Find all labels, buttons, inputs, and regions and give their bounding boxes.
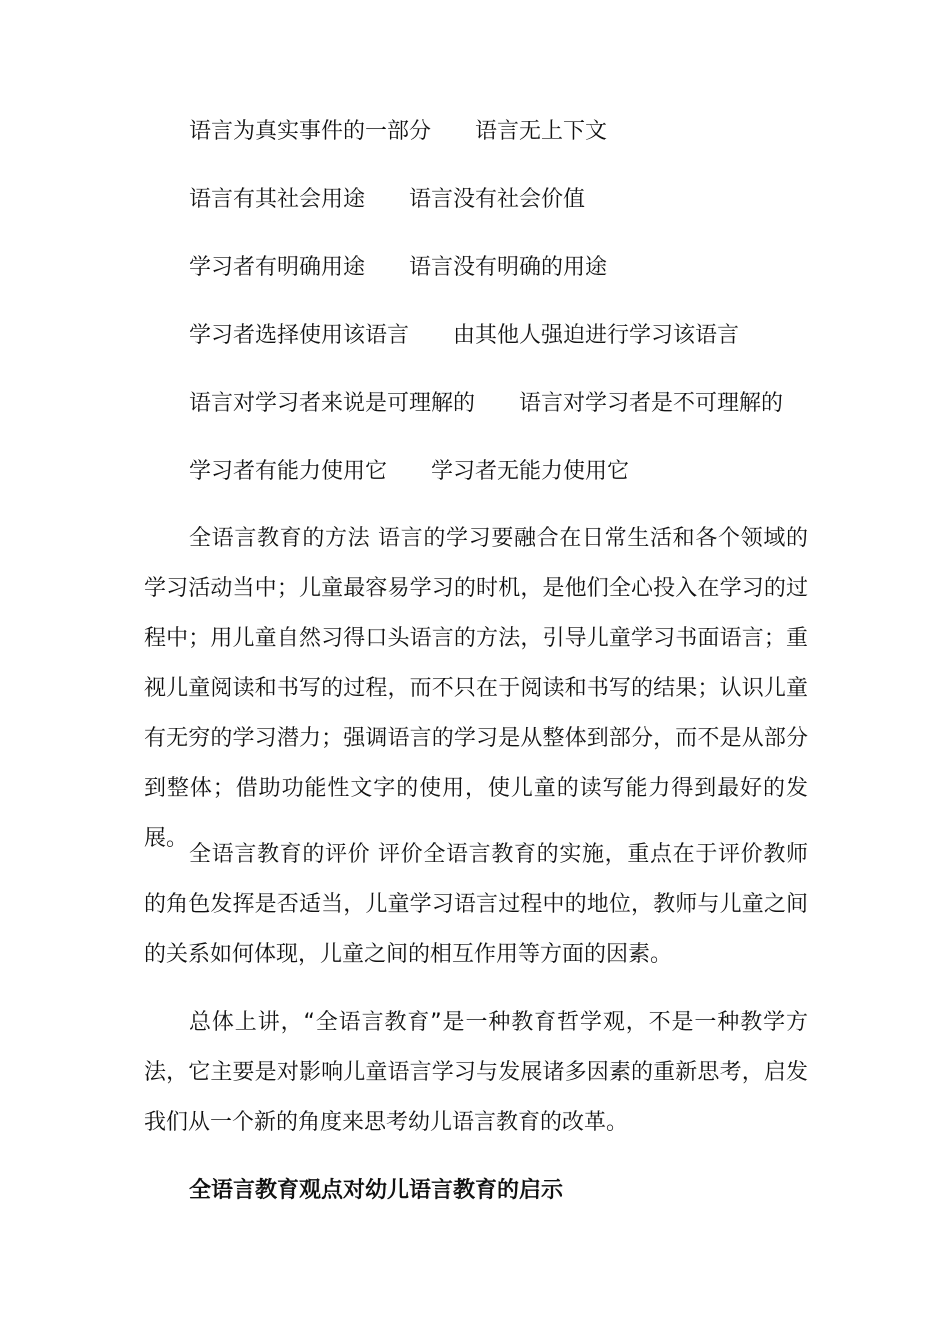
comparison-left: 学习者选择使用该语言 <box>189 323 410 348</box>
comparison-left: 学习者有能力使用它 <box>189 459 388 484</box>
comparison-left: 语言有其社会用途 <box>189 187 366 212</box>
comparison-row <box>189 254 607 282</box>
comparison-row <box>189 186 585 214</box>
comparison-row <box>189 390 783 418</box>
comparison-row <box>189 322 739 350</box>
comparison-left: 语言对学习者来说是可理解的 <box>189 391 476 416</box>
comparison-right: 学习者无能力使用它 <box>431 459 630 484</box>
comparison-row <box>189 458 629 486</box>
comparison-right: 语言没有明确的用途 <box>409 255 608 280</box>
comparison-right: 由其他人强迫进行学习该语言 <box>453 323 740 348</box>
comparison-right: 语言没有社会价值 <box>409 187 586 212</box>
comparison-right: 语言对学习者是不可理解的 <box>519 391 784 416</box>
comparison-left: 学习者有明确用途 <box>189 255 366 280</box>
comparison-right: 语言无上下文 <box>475 119 608 144</box>
paragraph-method: 全语言教育的方法 语言的学习要融合在日常生活和各个领域的学习活动当中；儿童最容易学习的时机，是他们全心投入在学习的过程中；用儿童自然习得口头语言的方法，引导儿童学习书面语言；重视儿童阅读和书写的过程，而不只在于阅读和书写的结果；认识儿童有无穷的学习潜力；强调语言的学习是从整体到部分，而不是从部分到整体；借助功能性文字的使用，使儿童的读写能力得到最好的发展。 <box>144 526 808 851</box>
comparison-row <box>189 118 607 146</box>
paragraph-summary: 总体上讲，“全语言教育”是一种教育哲学观，不是一种教学方法，它主要是对影响儿童语言学习与发展诸多因素的重新思考，启发我们从一个新的角度来思考幼儿语言教育的改革。 <box>144 1010 809 1135</box>
comparison-left: 语言为真实事件的一部分 <box>189 119 432 144</box>
section-heading: 全语言教育观点对幼儿语言教育的启示 <box>189 1178 564 1203</box>
paragraph-evaluation: 全语言教育的评价 评价全语言教育的实施，重点在于评价教师的角色发挥是否适当，儿童学习语言过程中的地位，教师与儿童之间的关系如何体现，儿童之间的相互作用等方面的因素。 <box>144 842 808 967</box>
